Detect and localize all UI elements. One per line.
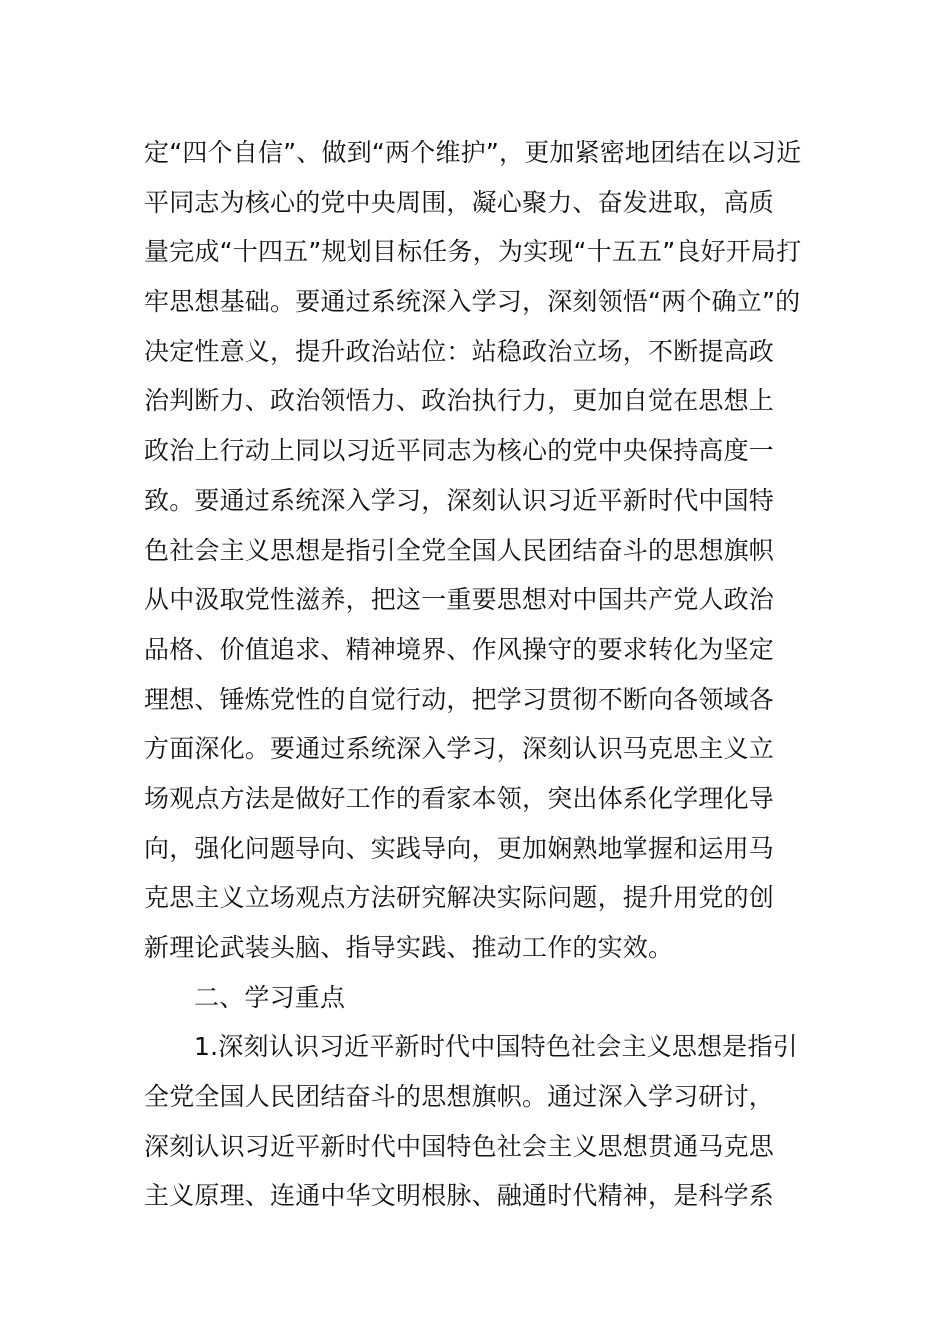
text-line: 新理论武装头脑、指导实践、推动工作的实效。 xyxy=(144,933,674,962)
text-line: 从中汲取党性滋养，把这一重要思想对中国共产党人政治 xyxy=(144,585,775,615)
text-line: 色社会主义思想是指引全党全国人民团结奋斗的思想旗帜 xyxy=(144,535,775,565)
body-text xyxy=(144,128,824,1221)
text-line: 全党全国人民团结奋斗的思想旗帜。通过深入学习研讨， xyxy=(144,1082,775,1112)
text-line: 定“四个自信”、做到“两个维护”，更加紧密地团结在以习近 xyxy=(144,138,802,167)
text-line: 治判断力、政治领悟力、政治执行力，更加自觉在思想上 xyxy=(144,386,775,416)
text-line: 量完成“十四五”规划目标任务，为实现“十五五”良好开局打 xyxy=(144,237,802,267)
text-line: 克思主义立场观点方法研究解决实际问题，提升用党的创 xyxy=(144,883,775,913)
text-line: 1.深刻认识习近平新时代中国特色社会主义思想是指引 xyxy=(194,1032,798,1062)
text-line: 致。要通过系统深入学习，深刻认识习近平新时代中国特 xyxy=(144,485,775,515)
text-line: 决定性意义，提升政治站位：站稳政治立场，不断提高政 xyxy=(144,336,775,366)
text-line: 理想、锤炼党性的自觉行动，把学习贯彻不断向各领域各 xyxy=(144,684,775,714)
text-line: 深刻认识习近平新时代中国特色社会主义思想贯通马克思 xyxy=(144,1131,775,1161)
text-line: 方面深化。要通过系统深入学习，深刻认识马克思主义立 xyxy=(144,734,775,764)
text-line: 品格、价值追求、精神境界、作风操守的要求转化为坚定 xyxy=(144,634,775,664)
text-line: 政治上行动上同以习近平同志为核心的党中央保持高度一 xyxy=(144,436,775,466)
text-line: 向，强化问题导向、实践导向，更加娴熟地掌握和运用马 xyxy=(144,833,775,863)
text-line: 主义原理、连通中华文明根脉、融通时代精神，是科学系 xyxy=(144,1181,775,1211)
text-line: 平同志为核心的党中央周围，凝心聚力、奋发进取，高质 xyxy=(144,187,775,217)
section-heading: 二、学习重点 xyxy=(194,982,346,1012)
text-line: 牢思想基础。要通过系统深入学习，深刻领悟“两个确立”的 xyxy=(144,287,801,317)
text-line: 场观点方法是做好工作的看家本领，突出体系化学理化导 xyxy=(144,783,775,813)
